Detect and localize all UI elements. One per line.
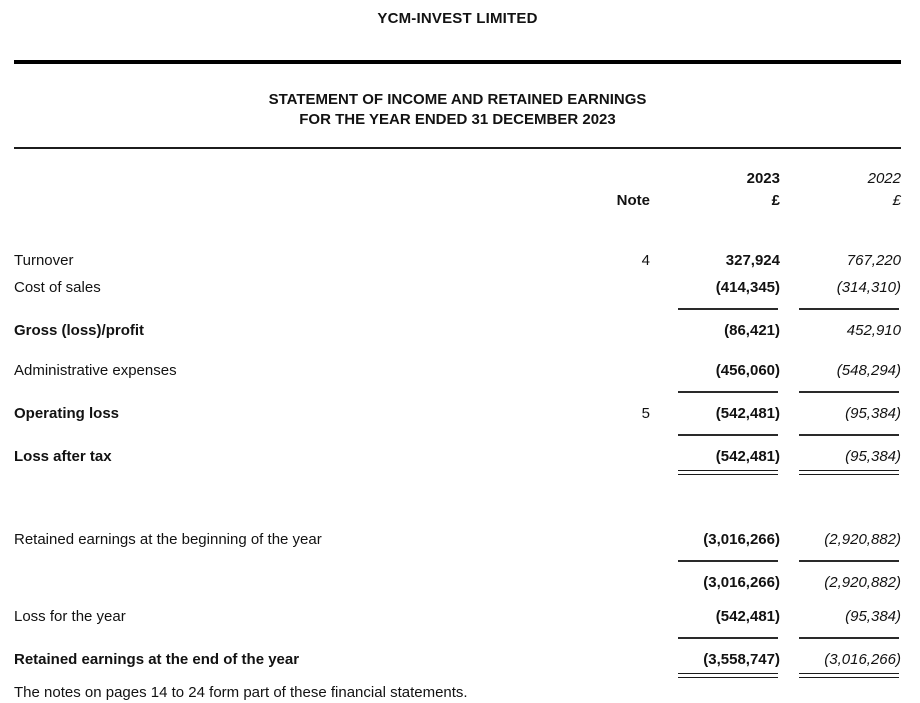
- total-rule-current: [678, 434, 778, 436]
- column-header-currency-current: £: [771, 191, 780, 209]
- row-retained-earnings-end: [14, 646, 901, 673]
- statement-title-line1: STATEMENT OF INCOME AND RETAINED EARNINGS: [268, 91, 647, 108]
- row-label: Retained earnings at the end of the year: [14, 651, 300, 668]
- subtotal-rule: [14, 553, 901, 569]
- row-retained-earnings-beginning: [14, 526, 901, 553]
- subtotal-rule: [14, 427, 901, 443]
- total-rule-prior: [799, 391, 899, 393]
- total-rule-current: [678, 308, 778, 310]
- row-amount-prior: (3,016,266): [824, 651, 901, 668]
- row-label: Loss for the year: [14, 608, 126, 625]
- row-gross-loss-profit: [14, 317, 901, 344]
- row-loss-after-tax: [14, 443, 901, 470]
- column-header-note: Note: [616, 191, 650, 209]
- row-amount-current: (414,345): [715, 279, 780, 296]
- total-rule-current: [678, 391, 778, 393]
- row-turnover: [14, 247, 901, 274]
- column-header-year-prior: 2022: [867, 169, 901, 187]
- row-label: Cost of sales: [14, 279, 101, 296]
- row-amount-current: (542,481): [715, 608, 780, 625]
- total-rule-current: [678, 637, 778, 639]
- row-amount-prior: 452,910: [846, 322, 901, 339]
- double-rule-prior: [799, 673, 899, 678]
- row-note-ref: 4: [641, 252, 650, 269]
- row-amount-prior: (95,384): [845, 405, 901, 422]
- row-retained-earnings-subtotal: [14, 569, 901, 596]
- notes-reference-footnote: The notes on pages 14 to 24 form part of these financial statements.: [14, 684, 468, 701]
- row-amount-current: (3,558,747): [703, 651, 780, 668]
- row-amount-prior: (548,294): [836, 362, 901, 379]
- row-label: Retained earnings at the beginning of the year: [14, 531, 322, 548]
- row-amount-prior: (314,310): [836, 279, 901, 296]
- statement-title: [14, 90, 901, 130]
- header-divider-thin: [14, 147, 901, 149]
- row-cost-of-sales: [14, 274, 901, 301]
- row-administrative-expenses: [14, 357, 901, 384]
- row-amount-prior: (95,384): [845, 448, 901, 465]
- subtotal-rule: [14, 384, 901, 400]
- column-header-year-current: 2023: [746, 169, 780, 187]
- row-note-ref: 5: [641, 405, 650, 422]
- row-amount-current: (3,016,266): [703, 531, 780, 548]
- row-label: Loss after tax: [14, 448, 112, 465]
- total-rule-prior: [799, 308, 899, 310]
- row-amount-current: (3,016,266): [703, 574, 780, 591]
- grand-total-rule: [14, 470, 901, 480]
- subtotal-rule: [14, 630, 901, 646]
- row-operating-loss: [14, 400, 901, 427]
- row-amount-current: (86,421): [724, 322, 780, 339]
- row-label: Operating loss: [14, 405, 120, 422]
- column-header-units: [14, 189, 901, 211]
- row-amount-prior: (2,920,882): [824, 574, 901, 591]
- row-loss-for-the-year: [14, 603, 901, 630]
- grand-total-rule: [14, 673, 901, 683]
- row-label: Administrative expenses: [14, 362, 177, 379]
- total-rule-prior: [799, 560, 899, 562]
- double-rule-prior: [799, 470, 899, 475]
- statement-title-line2: FOR THE YEAR ENDED 31 DECEMBER 2023: [299, 111, 616, 128]
- row-label: Turnover: [14, 252, 74, 269]
- total-rule-prior: [799, 637, 899, 639]
- total-rule-prior: [799, 434, 899, 436]
- row-amount-current: (456,060): [715, 362, 780, 379]
- row-amount-prior: (2,920,882): [824, 531, 901, 548]
- row-amount-current: (542,481): [715, 405, 780, 422]
- row-amount-prior: 767,220: [846, 252, 901, 269]
- column-header-currency-prior: £: [892, 191, 901, 209]
- subtotal-rule: [14, 301, 901, 317]
- company-name: YCM-INVEST LIMITED: [377, 10, 538, 27]
- header-divider-thick: [14, 60, 901, 64]
- row-label: Gross (loss)/profit: [14, 322, 145, 339]
- total-rule-current: [678, 560, 778, 562]
- double-rule-current: [678, 470, 778, 475]
- row-amount-current: (542,481): [715, 448, 780, 465]
- row-amount-current: 327,924: [725, 252, 780, 269]
- row-amount-prior: (95,384): [845, 608, 901, 625]
- column-header-years: [14, 167, 901, 189]
- double-rule-current: [678, 673, 778, 678]
